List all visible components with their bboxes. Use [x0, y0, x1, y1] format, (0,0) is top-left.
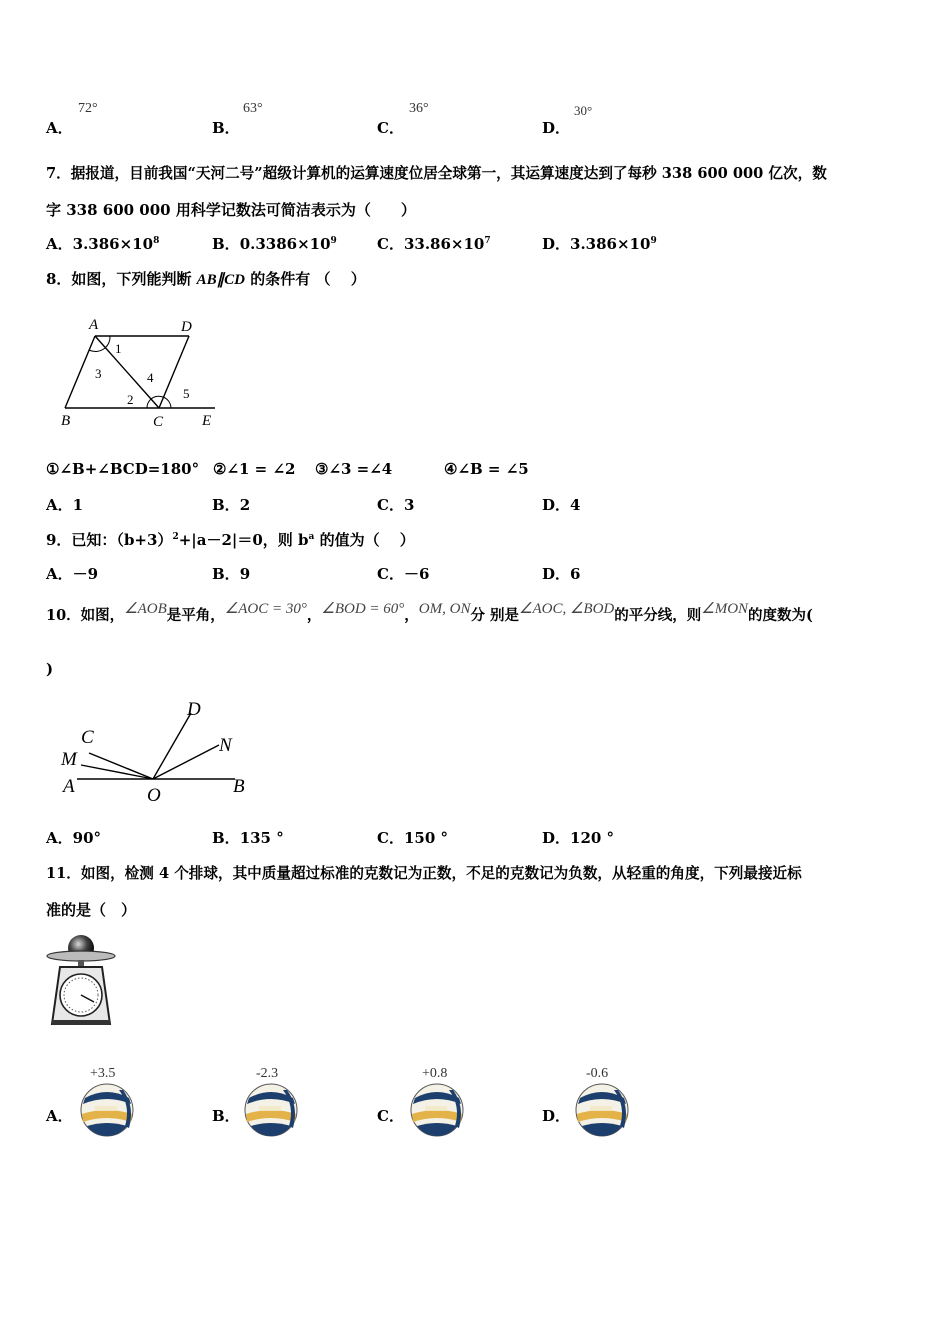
q11-option-d-weight: -0.6 [586, 1066, 609, 1081]
q10-label-A: A [63, 776, 75, 797]
q7-option-b: B．$0.3386\times 10^9$ [212, 235, 337, 253]
q7-stem-line2: 字 338 600 000 用科学记数法可简洁表示为（ ） [46, 201, 416, 219]
scale-icon [44, 932, 118, 1028]
q8-label-B: B [61, 413, 71, 429]
q10-label-B: B [233, 776, 245, 797]
q6-option-c-letter: C． [377, 119, 404, 137]
q10-label-M: M [61, 749, 77, 770]
q6-option-b-letter: B． [212, 119, 240, 137]
q11-stem-line1: 11．如图，检测 4 个排球，其中质量超过标准的克数记为正数，不足的克数记为负数，从轻重的角度，下列最接近标 [46, 865, 802, 882]
q8-angle-2: 2 [127, 392, 134, 407]
q8-angle-4: 4 [147, 370, 154, 385]
q11-option-c-weight: +0.8 [422, 1066, 448, 1081]
q8-label-E: E [202, 413, 212, 429]
q10-option-b: B．135 ° [212, 829, 284, 847]
q10-label-N: N [219, 735, 232, 756]
q8-label-C: C [153, 414, 164, 430]
q11-option-a-weight: +3.5 [90, 1066, 116, 1081]
volleyball-icon [79, 1082, 135, 1138]
q7-option-a: A．$3.386\times 10^8$ [46, 235, 160, 253]
volleyball-icon [574, 1082, 630, 1138]
q10-label-D: D [187, 699, 201, 720]
q8-label-A: A [89, 317, 99, 333]
q8-angle-1: 1 [115, 341, 122, 356]
q6-option-d-letter: D． [542, 119, 571, 137]
q6-option-d-value: 30° [574, 103, 593, 118]
q11-option-d-letter: D． [542, 1107, 571, 1125]
q10-option-c: C．150 ° [377, 829, 448, 847]
q9-option-a: A．－9 [46, 565, 99, 583]
q11-option-b-letter: B． [212, 1107, 240, 1125]
volleyball-icon [243, 1082, 299, 1138]
q11-option-a-letter: A． [46, 1107, 73, 1125]
q8-condition-1: ①∠B+∠BCD=180° [46, 460, 200, 478]
q8-angle-3: 3 [95, 366, 102, 381]
q6-option-c-value: 36° [409, 101, 429, 116]
q6-option-a-value: 72° [78, 101, 98, 116]
q8-option-b: B．2 [212, 496, 251, 514]
q6-option-b-value: 63° [243, 101, 263, 116]
q11-stem-line2: 准的是（ ） [46, 901, 137, 919]
q10-label-O: O [147, 785, 161, 805]
q6-option-a-letter: A． [46, 119, 73, 137]
q8-condition-3: ③∠3 =∠4 [315, 460, 393, 478]
q10-stem: 10．如图，∠AOB是平角，∠AOC = 30°，∠BOD = 60°，OM, ON分 别是∠AOC, ∠BOD的平分线，则∠MON的度数为( [46, 601, 813, 624]
q10-angle-figure [55, 695, 255, 805]
q8-stem: 8．如图，下列能判断 AB∥CD 的条件有 （ ） [46, 270, 366, 288]
q8-option-c: C．3 [377, 496, 415, 514]
q10-label-C: C [81, 727, 94, 748]
q7-option-c: C．$33.86\times 10^7$ [377, 235, 491, 253]
q8-label-D: D [181, 319, 192, 335]
q8-option-d: D．4 [542, 496, 581, 514]
q9-option-d: D．6 [542, 565, 581, 583]
q8-parallelogram-figure [55, 312, 225, 432]
q7-option-d: D．$3.386\times 10^9$ [542, 235, 657, 253]
q9-option-c: C．－6 [377, 565, 430, 583]
q8-option-a: A．1 [46, 496, 84, 514]
q8-condition-2: ②∠1 = ∠2 [213, 460, 296, 478]
q7-stem-line1: 7．据报道，目前我国“天河二号”超级计算机的运算速度位居全球第一，其运算速度达到了每秒 338 600 000 亿次，数 [46, 165, 827, 182]
volleyball-icon [409, 1082, 465, 1138]
q10-option-a: A．90° [46, 829, 102, 847]
q11-option-c-letter: C． [377, 1107, 404, 1125]
q8-angle-5: 5 [183, 386, 190, 401]
q8-condition-4: ④∠B = ∠5 [444, 460, 529, 478]
q10-option-d: D．120 ° [542, 829, 615, 847]
q9-option-b: B．9 [212, 565, 251, 583]
q10-stem-close: ) [46, 660, 54, 678]
q11-option-b-weight: -2.3 [256, 1066, 279, 1081]
q9-stem: 9．已知：$(b+3)^2+|a-2|=0$，则 $b^a$ 的值为（ ） [46, 531, 415, 549]
